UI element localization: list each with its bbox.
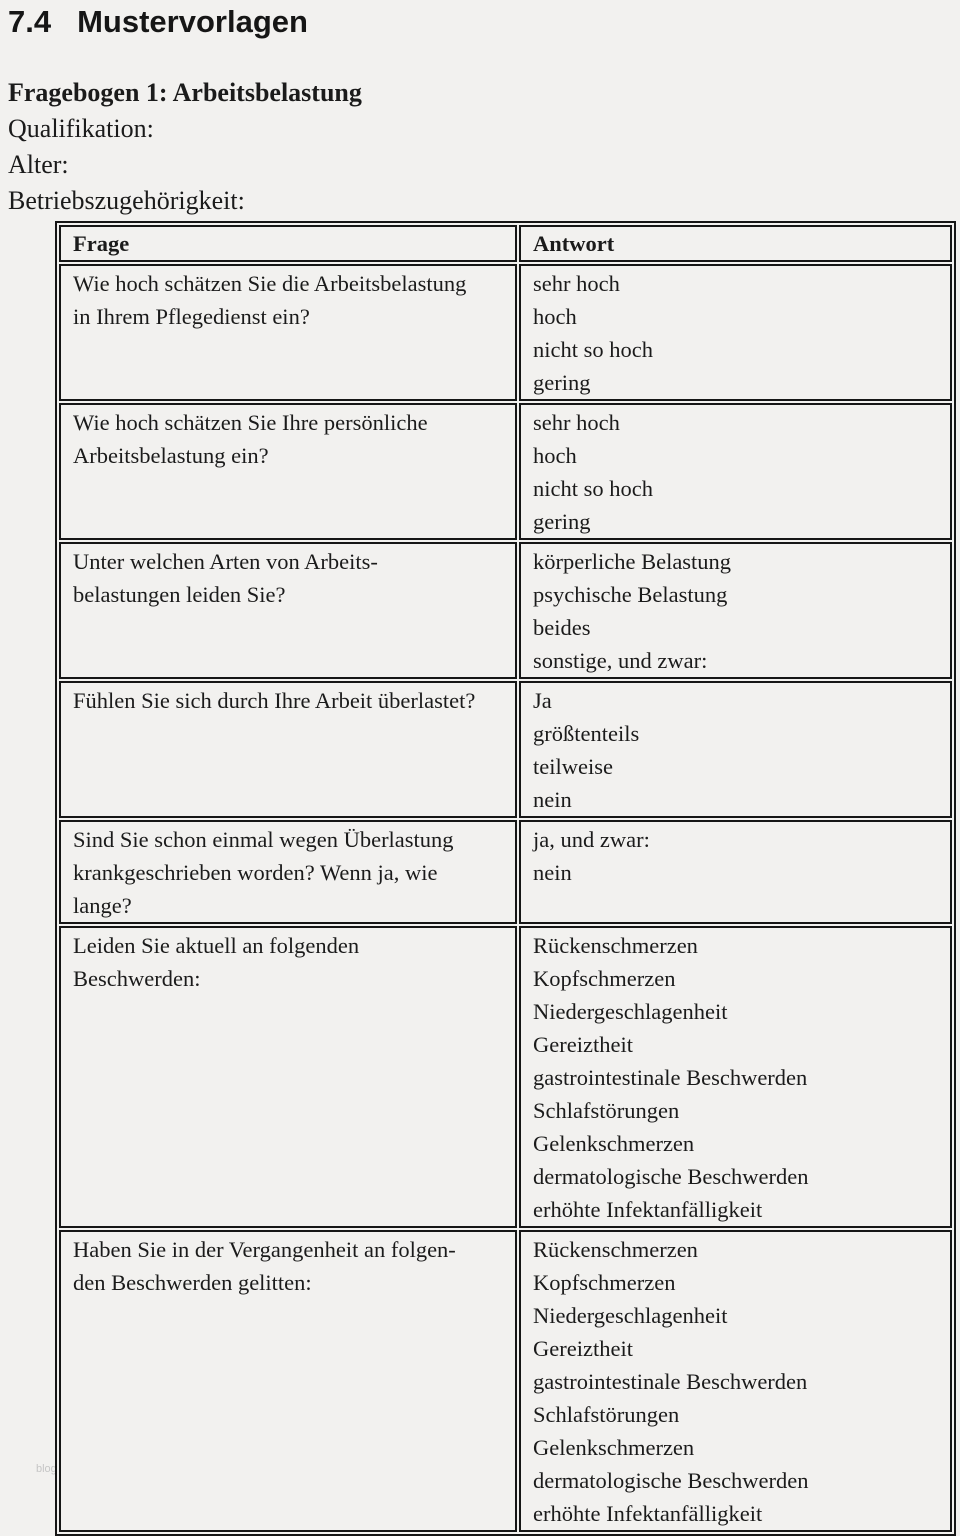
section-number: 7.4 (8, 4, 52, 39)
answer-option: gering (533, 509, 591, 534)
question-line: Arbeitsbelastung ein? (73, 443, 269, 468)
answer-option: sonstige, und zwar: (533, 648, 708, 673)
answer-option: beides (533, 615, 591, 640)
question-line: Sind Sie schon einmal wegen Überlastung (73, 827, 454, 852)
answer-option: dermatologische Beschwerden (533, 1164, 809, 1189)
meta-field-qualification: Qualifikation: (8, 114, 154, 143)
form-title: Fragebogen 1: Arbeitsbelastung (8, 78, 362, 107)
answer-cell (519, 403, 952, 540)
answer-option: dermatologische Beschwerden (533, 1468, 809, 1493)
question-cell (59, 926, 517, 1228)
answer-option: nicht so hoch (533, 337, 653, 362)
answer-option: größtenteils (533, 721, 640, 746)
question-line: lange? (73, 893, 132, 918)
answer-option: Gereiztheit (533, 1336, 633, 1361)
answer-option: sehr hoch (533, 410, 620, 435)
answer-option: nicht so hoch (533, 476, 653, 501)
question-cell (59, 1230, 517, 1532)
table-header-row (59, 225, 952, 262)
meta-field-age: Alter: (8, 150, 69, 179)
question-line: Beschwerden: (73, 966, 201, 991)
table-row (59, 926, 952, 1228)
table-row (59, 820, 952, 924)
answer-option: sehr hoch (533, 271, 620, 296)
answer-cell (519, 1230, 952, 1532)
answer-option: Kopfschmerzen (533, 966, 676, 991)
answer-option: Rückenschmerzen (533, 1237, 698, 1262)
answer-option: ja, und zwar: (533, 827, 650, 852)
answer-option: nein (533, 787, 572, 812)
meta-field-tenure: Betriebszugehörigkeit: (8, 186, 245, 215)
table-row (59, 1230, 952, 1532)
question-cell (59, 542, 517, 679)
table-row (59, 681, 952, 818)
section-title: Mustervorlagen (77, 4, 308, 39)
question-line: Leiden Sie aktuell an folgenden (73, 933, 360, 958)
answer-option: psychische Belastung (533, 582, 728, 607)
answer-option: Schlafstörungen (533, 1402, 680, 1427)
answer-option: gastrointestinale Beschwerden (533, 1369, 808, 1394)
table-row (59, 264, 952, 401)
answer-option: gering (533, 370, 591, 395)
watermark: blog (36, 1463, 57, 1475)
answer-cell (519, 820, 952, 924)
answer-cell (519, 681, 952, 818)
questionnaire-table (55, 221, 956, 1536)
question-cell (59, 264, 517, 401)
answer-option: Gereiztheit (533, 1032, 633, 1057)
table-row (59, 542, 952, 679)
answer-option: erhöhte Infektanfälligkeit (533, 1197, 763, 1222)
answer-cell (519, 542, 952, 679)
form-intro (8, 75, 960, 219)
answer-option: gastrointestinale Beschwerden (533, 1065, 808, 1090)
answer-option: Gelenkschmerzen (533, 1131, 695, 1156)
answer-option: körperliche Belastung (533, 549, 732, 574)
answer-option: Rückenschmerzen (533, 933, 698, 958)
answer-option: hoch (533, 304, 577, 329)
question-line: Wie hoch schätzen Sie Ihre persönliche (73, 410, 428, 435)
answer-cell (519, 926, 952, 1228)
question-cell (59, 820, 517, 924)
answer-option: Gelenkschmerzen (533, 1435, 695, 1460)
answer-option: nein (533, 860, 572, 885)
question-line: Fühlen Sie sich durch Ihre Arbeit überlastet? (73, 688, 476, 713)
question-line: krankgeschrieben worden? Wenn ja, wie (73, 860, 438, 885)
answer-option: Ja (533, 688, 552, 713)
answer-option: erhöhte Infektanfälligkeit (533, 1501, 763, 1526)
question-line: Haben Sie in der Vergangenheit an folgen- (73, 1237, 456, 1262)
answer-option: teilweise (533, 754, 613, 779)
answer-option: Niedergeschlagenheit (533, 1303, 728, 1328)
question-line: Unter welchen Arten von Arbeits- (73, 549, 378, 574)
question-line: belastungen leiden Sie? (73, 582, 286, 607)
answer-option: Kopfschmerzen (533, 1270, 676, 1295)
question-line: den Beschwerden gelitten: (73, 1270, 312, 1295)
question-cell (59, 681, 517, 818)
question-line: Wie hoch schätzen Sie die Arbeitsbelastung (73, 271, 467, 296)
answer-option: Niedergeschlagenheit (533, 999, 728, 1024)
column-header-frage: Frage (59, 225, 517, 262)
question-line: in Ihrem Pflegedienst ein? (73, 304, 310, 329)
table-row (59, 403, 952, 540)
answer-option: hoch (533, 443, 577, 468)
section-heading (8, 2, 960, 42)
answer-option: Schlafstörungen (533, 1098, 680, 1123)
question-cell (59, 403, 517, 540)
answer-cell (519, 264, 952, 401)
column-header-antwort: Antwort (519, 225, 952, 262)
